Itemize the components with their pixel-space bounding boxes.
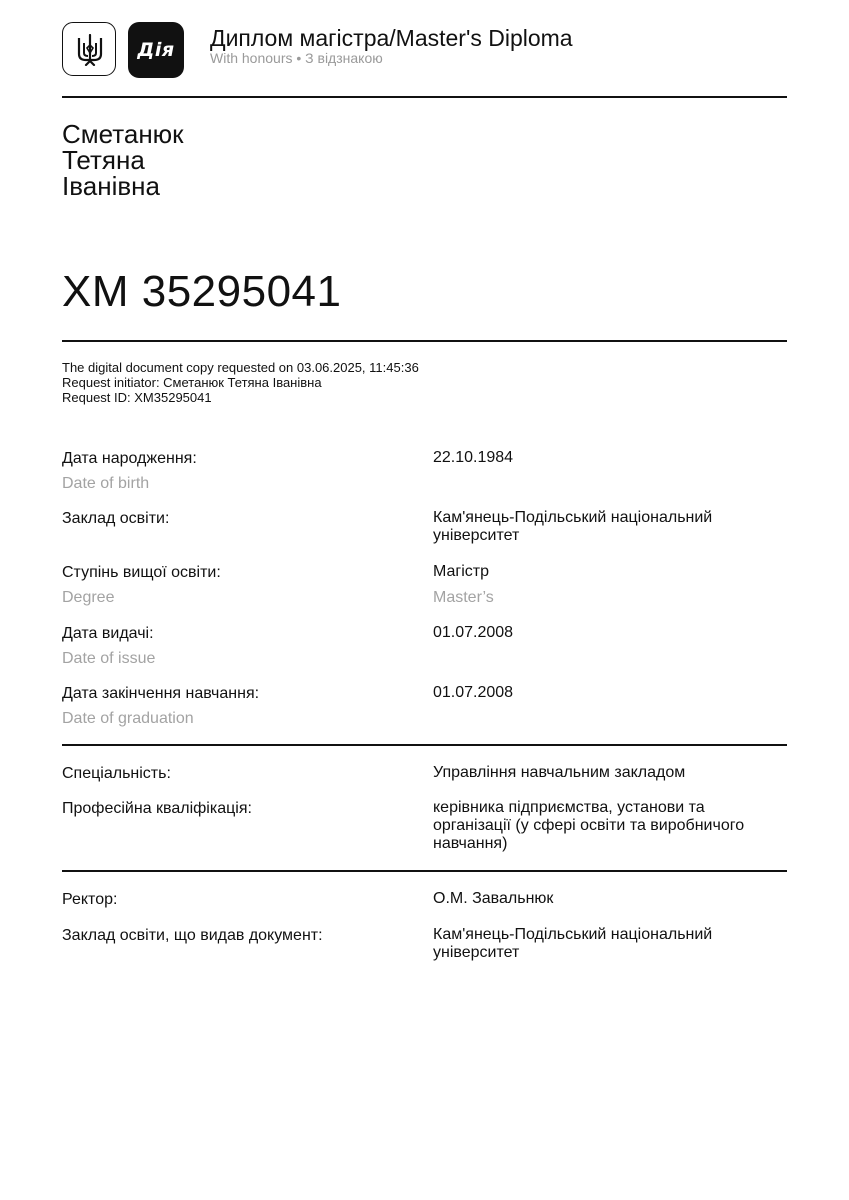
field-value: Управління навчальним закладом — [433, 764, 686, 781]
diia-logo — [128, 22, 184, 78]
field-label-en: Date of graduation — [62, 710, 194, 727]
field-label-en: Degree — [62, 589, 115, 606]
field-label: Ступінь вищої освіти: — [62, 564, 221, 581]
holder-given-name: Тетяна — [62, 145, 145, 175]
document-number: XM 35295041 — [62, 267, 342, 316]
field-label: Ректор: — [62, 891, 118, 908]
field-value-en: Master’s — [433, 589, 494, 606]
document-subtitle: With honours • З відзнакою — [210, 50, 383, 66]
divider — [62, 96, 787, 98]
divider — [62, 744, 787, 746]
diia-logo-text: Дія — [137, 39, 175, 61]
field-label: Дата видачі: — [62, 625, 154, 642]
request-info — [62, 360, 419, 405]
document-title: Диплом магістра/Master's Diploma — [210, 25, 573, 51]
field-label-en: Date of issue — [62, 650, 156, 667]
field-label: Спеціальність: — [62, 765, 171, 782]
document-header — [62, 22, 787, 80]
trident-icon — [77, 34, 103, 66]
divider — [62, 870, 787, 872]
request-initiator: Request initiator: Сметанюк Тетяна Іванівна — [62, 375, 322, 390]
trident-logo — [62, 22, 116, 76]
holder-patronymic: Іванівна — [62, 171, 160, 201]
field-label-en: Date of birth — [62, 475, 150, 492]
field-value: Кам'янець-Подільський національний університет — [433, 926, 713, 961]
field-value: Кам'янець-Подільський національний університет — [433, 509, 713, 544]
field-value: Магістр — [433, 563, 490, 580]
field-label: Заклад освіти, що видав документ: — [62, 927, 323, 944]
field-value: керівника підприємства, установи та організації (у сфері освіти та виробничого навчання) — [433, 799, 745, 852]
field-value: 01.07.2008 — [433, 684, 514, 701]
request-id: Request ID: XM35295041 — [62, 390, 212, 405]
field-label: Професійна кваліфікація: — [62, 800, 252, 817]
holder-surname: Сметанюк — [62, 119, 184, 149]
field-label: Дата закінчення навчання: — [62, 685, 260, 702]
field-label: Дата народження: — [62, 450, 197, 467]
request-date: The digital document copy requested on 03.06.2025, 11:45:36 — [62, 360, 419, 375]
field-label: Заклад освіти: — [62, 510, 170, 527]
holder-name — [62, 121, 184, 199]
field-value: 01.07.2008 — [433, 624, 514, 641]
divider — [62, 340, 787, 342]
field-value: 22.10.1984 — [433, 449, 514, 466]
field-value: О.М. Завальнюк — [433, 890, 554, 907]
